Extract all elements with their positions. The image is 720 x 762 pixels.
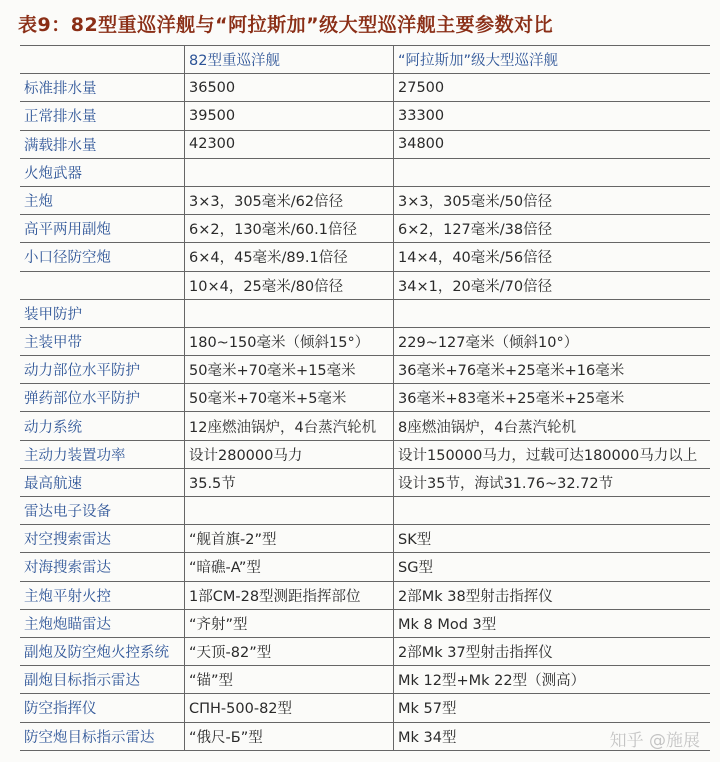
param-label: 副炮及防空炮火控系统 <box>20 637 185 665</box>
alaska-value: 34×1，20毫米/70倍径 <box>394 271 711 299</box>
table-row <box>20 553 710 581</box>
alaska-value: 27500 <box>394 74 711 102</box>
type82-value: 35.5节 <box>185 468 394 496</box>
alaska-value: 36毫米+83毫米+25毫米+25毫米 <box>394 384 711 412</box>
alaska-value: 14×4，40毫米/56倍径 <box>394 243 711 271</box>
alaska-value <box>394 299 711 327</box>
type82-value: 12座燃油锅炉，4台蒸汽轮机 <box>185 412 394 440</box>
table-row <box>20 468 710 496</box>
alaska-value: Mk 8 Mod 3型 <box>394 609 711 637</box>
table-header-row <box>20 46 710 74</box>
param-label: 小口径防空炮 <box>20 243 185 271</box>
alaska-value: Mk 12型+Mk 22型（测高） <box>394 666 711 694</box>
type82-value: “俄尺-Б”型 <box>185 722 394 750</box>
table-row <box>20 637 710 665</box>
table-row <box>20 243 710 271</box>
type82-value: 50毫米+70毫米+15毫米 <box>185 356 394 384</box>
param-label <box>20 271 185 299</box>
type82-value: 6×4，45毫米/89.1倍径 <box>185 243 394 271</box>
param-label: 正常排水量 <box>20 102 185 130</box>
param-label: 对空搜索雷达 <box>20 525 185 553</box>
param-label: 主炮炮瞄雷达 <box>20 609 185 637</box>
table-row <box>20 722 710 750</box>
type82-value: 50毫米+70毫米+5毫米 <box>185 384 394 412</box>
param-label: 主装甲带 <box>20 327 185 355</box>
type82-value: 设计280000马力 <box>185 440 394 468</box>
param-label: 火炮武器 <box>20 158 185 186</box>
alaska-value: 2部Mk 38型射击指挥仪 <box>394 581 711 609</box>
type82-value <box>185 497 394 525</box>
alaska-value: SG型 <box>394 553 711 581</box>
type82-value: “齐射”型 <box>185 609 394 637</box>
type82-value: 39500 <box>185 102 394 130</box>
alaska-value: Mk 57型 <box>394 694 711 722</box>
table-row <box>20 130 710 158</box>
type82-value: 1部CM-28型测距指挥部位 <box>185 581 394 609</box>
table-row <box>20 74 710 102</box>
type82-value: “天顶-82”型 <box>185 637 394 665</box>
table-row <box>20 609 710 637</box>
type82-value: СПН-500-82型 <box>185 694 394 722</box>
param-label: 标准排水量 <box>20 74 185 102</box>
param-label: 防空炮目标指示雷达 <box>20 722 185 750</box>
table-row <box>20 299 710 327</box>
table-row <box>20 215 710 243</box>
comparison-table <box>20 45 710 751</box>
param-label: 主动力装置功率 <box>20 440 185 468</box>
table-row <box>20 158 710 186</box>
table-row <box>20 440 710 468</box>
param-label: 主炮 <box>20 186 185 214</box>
type82-value: 180~150毫米（倾斜15°） <box>185 327 394 355</box>
table-row <box>20 666 710 694</box>
alaska-value: 设计150000马力，过载可达180000马力以上 <box>394 440 711 468</box>
alaska-value <box>394 497 711 525</box>
type82-value: “暗礁-A”型 <box>185 553 394 581</box>
table-row <box>20 384 710 412</box>
param-label: 对海搜索雷达 <box>20 553 185 581</box>
param-label: 雷达电子设备 <box>20 497 185 525</box>
table-row <box>20 581 710 609</box>
type82-value <box>185 158 394 186</box>
alaska-value: 36毫米+76毫米+25毫米+16毫米 <box>394 356 711 384</box>
param-label: 主炮平射火控 <box>20 581 185 609</box>
alaska-value <box>394 158 711 186</box>
alaska-value: 3×3，305毫米/50倍径 <box>394 186 711 214</box>
table-row <box>20 186 710 214</box>
alaska-value: 8座燃油锅炉，4台蒸汽轮机 <box>394 412 711 440</box>
alaska-value: 设计35节，海试31.76~32.72节 <box>394 468 711 496</box>
type82-value: 3×3，305毫米/62倍径 <box>185 186 394 214</box>
table-row <box>20 412 710 440</box>
alaska-value: 6×2，127毫米/38倍径 <box>394 215 711 243</box>
param-label: 副炮目标指示雷达 <box>20 666 185 694</box>
type82-value: 6×2，130毫米/60.1倍径 <box>185 215 394 243</box>
type82-value: 36500 <box>185 74 394 102</box>
type82-value: “舰首旗-2”型 <box>185 525 394 553</box>
header-cell-alaska: “阿拉斯加”级大型巡洋舰 <box>394 46 711 74</box>
param-label: 最高航速 <box>20 468 185 496</box>
param-label: 高平两用副炮 <box>20 215 185 243</box>
alaska-value: 34800 <box>394 130 711 158</box>
alaska-value: Mk 34型 <box>394 722 711 750</box>
type82-value <box>185 299 394 327</box>
watermark: 知乎 @施展 <box>609 731 700 751</box>
param-label: 装甲防护 <box>20 299 185 327</box>
header-cell-param <box>20 46 185 74</box>
table-row <box>20 271 710 299</box>
param-label: 防空指挥仪 <box>20 694 185 722</box>
type82-value: 42300 <box>185 130 394 158</box>
type82-value: 10×4，25毫米/80倍径 <box>185 271 394 299</box>
param-label: 动力部位水平防护 <box>20 356 185 384</box>
alaska-value: 33300 <box>394 102 711 130</box>
table-row <box>20 102 710 130</box>
table-row <box>20 327 710 355</box>
param-label: 动力系统 <box>20 412 185 440</box>
header-cell-type82: 82型重巡洋舰 <box>185 46 394 74</box>
table-row <box>20 356 710 384</box>
alaska-value: SK型 <box>394 525 711 553</box>
alaska-value: 2部Mk 37型射击指挥仪 <box>394 637 711 665</box>
param-label: 满载排水量 <box>20 130 185 158</box>
table-row <box>20 694 710 722</box>
type82-value: “锚”型 <box>185 666 394 694</box>
table-row <box>20 497 710 525</box>
param-label: 弹药部位水平防护 <box>20 384 185 412</box>
alaska-value: 229~127毫米（倾斜10°） <box>394 327 711 355</box>
table-title: 表9：82型重巡洋舰与“阿拉斯加”级大型巡洋舰主要参数对比 <box>18 14 554 36</box>
table-row <box>20 525 710 553</box>
